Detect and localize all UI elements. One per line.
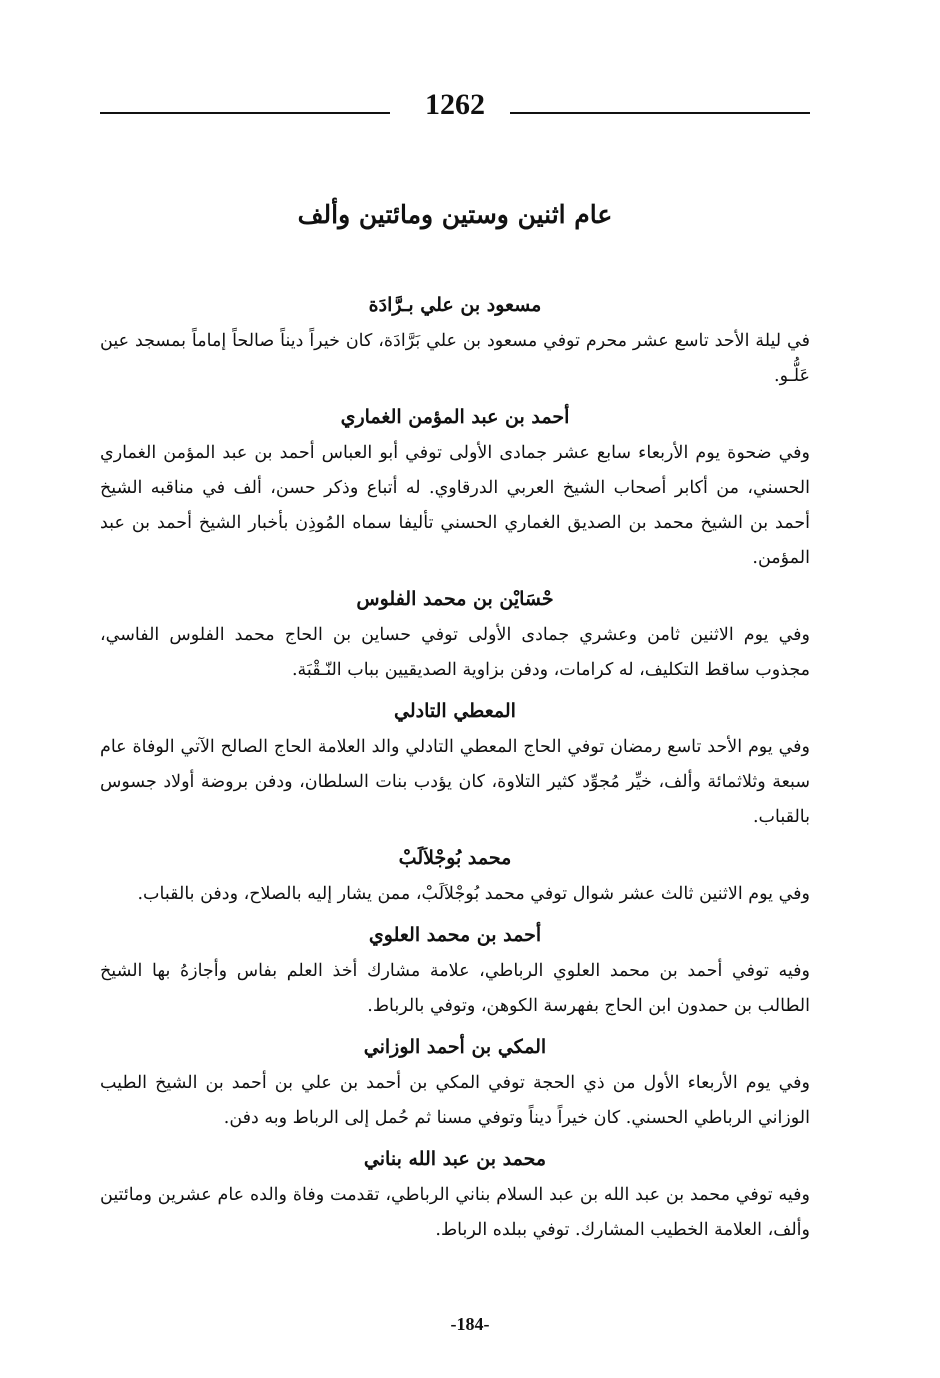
year-title: عام اثنين وستين ومائتين وألف (297, 200, 613, 229)
entry-heading: محمد بُوجْلاَلَبْ (398, 847, 512, 869)
entry-paragraph: وفيه توفي أحمد بن محمد العلوي الرباطي، علامة مشارك أخذ العلم بفاس وأجازهُ بها الشيخ الطالب بن حمدون ابن الحاج بفهرسة الكوهن، وتوفي بالرباط. (100, 961, 810, 1016)
obituary-entry (100, 696, 810, 835)
hijri-year-number: 1262 (425, 88, 485, 121)
obituary-entry (100, 584, 810, 688)
entry-heading: أحمد بن عبد المؤمن الغماري (340, 406, 570, 428)
obituary-entry (100, 1032, 810, 1136)
entry-paragraph: وفي يوم الأحد تاسع رمضان توفي الحاج المعطي التادلي والد العلامة الحاج الصالح الآتي الوفاة عام سبعة وثلاثمائة وألف، خيِّر مُجوِّد كثير التلاوة، كان يؤدب بنات السلطان، ودفن بروضة أولاد جسوس بالقباب. (100, 737, 810, 827)
page-header (100, 88, 810, 132)
entry-heading: أحمد بن محمد العلوي (368, 924, 542, 946)
entry-paragraph: وفي يوم الأربعاء الأول من ذي الحجة توفي المكي بن أحمد بن علي بن أحمد بن الشيخ الطيب الوزاني الرباطي الحسني. كان خيراً ديناً وتوفي مسنا ثم حُمل إلى الرباط وبه دفن. (100, 1073, 810, 1128)
obituary-entry (100, 290, 810, 394)
entry-heading: المعطي التادلي (394, 700, 516, 722)
entry-paragraph: في ليلة الأحد تاسع عشر محرم توفي مسعود بن علي بَرَّادَة، كان خيراً ديناً صالحاً إماماً بمسجد عين عَلُّـو. (100, 331, 810, 386)
entry-paragraph: وفي يوم الاثنين ثالث عشر شوال توفي محمد بُوجْلاَلَبْ، ممن يشار إليه بالصلاح، ودفن بالقباب. (137, 884, 810, 904)
obituary-entry (100, 402, 810, 576)
entry-heading: مسعود بن علي بـرَّادَة (368, 294, 542, 316)
obituary-entry (100, 843, 810, 912)
entry-paragraph: وفيه توفي محمد بن عبد الله بن عبد السلام بناني الرباطي، تقدمت وفاة والده عام عشرين ومائتين وألف، العلامة الخطيب المشارك. توفي ببلده الرباط. (100, 1185, 810, 1240)
header-rule-right (510, 112, 810, 114)
page-number: -184- (450, 1314, 490, 1334)
entry-heading: المكي بن أحمد الوزاني (363, 1036, 547, 1058)
entry-paragraph: وفي ضحوة يوم الأربعاء سابع عشر جمادى الأولى توفي أبو العباس أحمد بن عبد المؤمن الغماري الحسني، من أكابر أصحاب الشيخ العربي الدرقاوي. له أتباع وذكر حسن، ألف في مناقبه الشيخ أحمد بن الشيخ محمد بن الصديق الغماري الحسني تأليفا سماه المُوذِن بأخبار الشيخ أحمد بن عبد المؤمن. (100, 443, 810, 568)
obituary-entry (100, 920, 810, 1024)
obituary-list (100, 282, 810, 1248)
entry-paragraph: وفي يوم الاثنين ثامن وعشري جمادى الأولى توفي حساين بن الحاج محمد الفلوس الفاسي، مجذوب ساقط التكليف، له كرامات، ودفن بزاوية الصديقيين بباب النّـقْبَة. (100, 625, 810, 680)
entry-heading: محمد بن عبد الله بناني (363, 1148, 547, 1170)
obituary-entry (100, 1144, 810, 1248)
entry-heading: حْسَايْن بن محمد الفلوس (356, 588, 554, 610)
